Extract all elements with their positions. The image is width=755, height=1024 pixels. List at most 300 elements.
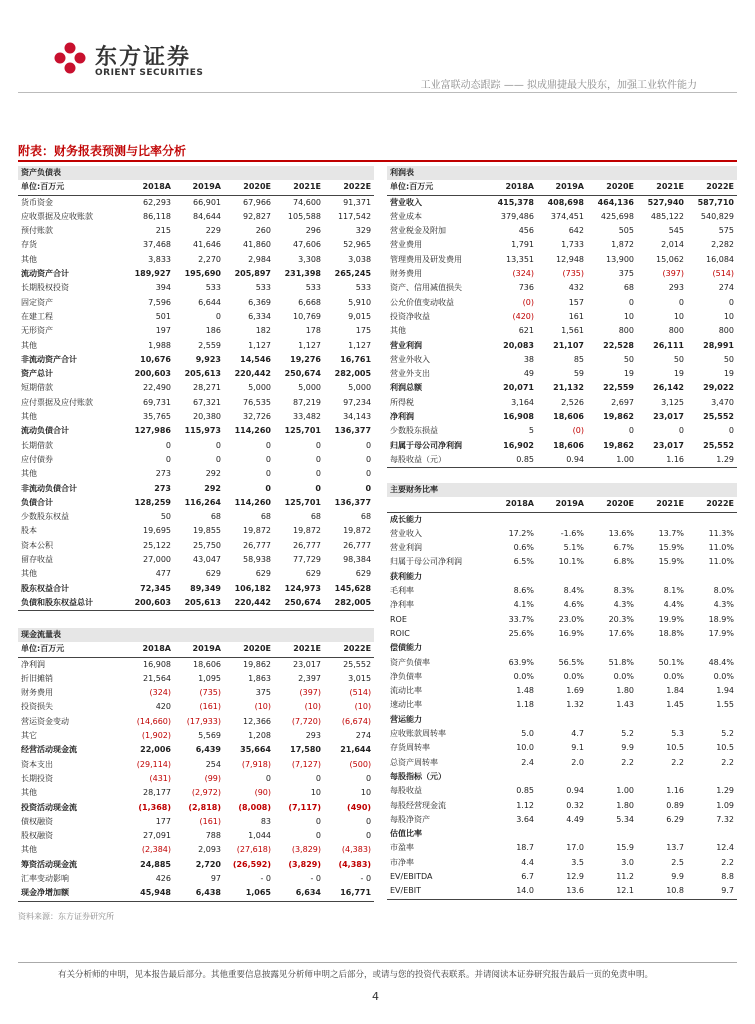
table-row: [387, 296, 737, 310]
financial-ratios-table: [387, 483, 737, 900]
row-value: 0.6%: [513, 543, 534, 553]
row-label: 流动负债合计: [21, 426, 69, 436]
row-value: 21,564: [143, 673, 171, 683]
row-value: 19,276: [290, 354, 321, 364]
row-label: 流动资产合计: [21, 269, 69, 279]
unit-label: 单位:百万元: [387, 180, 487, 195]
row-value: (7,720): [291, 716, 321, 726]
row-value: 21,107: [553, 340, 584, 350]
row-value: 0: [265, 483, 271, 493]
table-section-title: [18, 628, 374, 642]
row-label: 折旧摊销: [21, 673, 53, 683]
row-label: 无形资产: [21, 326, 53, 336]
row-value: 4.6%: [563, 600, 584, 610]
table-row: [387, 884, 737, 899]
row-value: 0: [678, 297, 684, 307]
row-value: 800: [668, 326, 684, 336]
table-row: [387, 756, 737, 770]
row-value: [687, 770, 737, 784]
row-label: 营业利润: [390, 340, 422, 350]
row-value: 4.3%: [713, 600, 734, 610]
row-value: 47,606: [293, 240, 321, 250]
table-row: [18, 424, 374, 438]
row-value: 86,118: [143, 211, 171, 221]
row-value: 136,377: [334, 497, 372, 507]
row-value: 293: [305, 731, 321, 741]
row-value: 21,132: [553, 383, 584, 393]
row-label: 资本支出: [21, 759, 53, 769]
table-row: [387, 684, 737, 698]
table-header-row: [387, 497, 737, 512]
table-row: [387, 367, 737, 381]
section-title: 现金流量表: [18, 628, 374, 642]
row-value: 229: [205, 226, 221, 236]
row-value: 20.3%: [608, 614, 634, 624]
row-value: 97: [210, 874, 221, 884]
row-value: 98,384: [343, 555, 372, 565]
row-label: 股权融资: [21, 831, 53, 841]
row-value: 2,282: [711, 240, 734, 250]
table-row: [387, 698, 737, 712]
row-value: 18.7: [516, 843, 534, 853]
row-value: 68: [310, 512, 321, 522]
row-value: 18,606: [553, 440, 584, 450]
row-value: 1,065: [224, 886, 274, 901]
row-value: 91,371: [343, 197, 372, 207]
row-value: 2.4: [521, 757, 534, 767]
row-value: 33,482: [293, 412, 321, 422]
row-value: (10): [354, 702, 372, 712]
row-label: 每股收益（元）: [387, 453, 487, 468]
row-value: 1,733: [561, 240, 584, 250]
orient-securities-logo-icon: [52, 40, 88, 76]
row-value: (10): [304, 702, 321, 712]
row-label: 投资活动现金流: [21, 802, 77, 812]
row-value: 293: [668, 283, 684, 293]
row-value: 116,264: [184, 497, 221, 507]
row-value: 19: [723, 369, 734, 379]
row-value: (17,933): [186, 716, 221, 726]
row-value: 7,596: [148, 297, 171, 307]
row-value: 125,701: [284, 426, 321, 436]
row-value: 14.0: [487, 884, 537, 899]
row-value: 28,991: [703, 340, 734, 350]
header-divider: [18, 92, 737, 93]
row-value: 19,872: [293, 526, 321, 536]
row-label: 其它: [21, 731, 37, 741]
row-value: 63.9%: [508, 657, 534, 667]
table-row: [18, 582, 374, 596]
unit-label: 单位:百万元: [18, 180, 124, 195]
row-value: [687, 570, 737, 584]
row-value: 19.9%: [658, 614, 684, 624]
row-value: 3.0: [621, 857, 634, 867]
row-value: 189,927: [134, 269, 171, 279]
table-row: [387, 210, 737, 224]
row-value: 5.3: [671, 729, 684, 739]
row-value: 408,698: [547, 197, 584, 207]
row-value: 0: [215, 440, 221, 450]
row-label: 总资产周转率: [390, 757, 438, 767]
table-row: [387, 281, 737, 295]
row-value: 69,731: [143, 397, 171, 407]
row-value: (514): [712, 269, 734, 279]
row-value: 3.5: [571, 857, 584, 867]
row-value: 540,829: [700, 211, 734, 221]
row-value: 629: [205, 569, 221, 579]
table-header-row: [387, 180, 737, 195]
income-statement-table: [387, 166, 737, 468]
row-value: (490): [347, 802, 372, 812]
row-value: (514): [349, 688, 372, 698]
row-value: 8.8: [721, 872, 734, 882]
row-label: 财务费用: [21, 688, 53, 698]
table-header-row: [18, 180, 374, 195]
row-value: 0: [365, 454, 372, 464]
row-value: (500): [349, 759, 372, 769]
row-value: 16.9%: [558, 628, 584, 638]
row-value: 0: [678, 426, 684, 436]
row-value: [637, 713, 687, 727]
row-value: 15,062: [656, 254, 684, 264]
table-row: [387, 656, 737, 670]
table-row: [18, 657, 374, 672]
row-label: 每股指标（元）: [390, 771, 446, 781]
row-value: 18,606: [553, 412, 584, 422]
table-row: [387, 195, 737, 210]
row-value: 9.9: [621, 743, 634, 753]
row-value: 292: [205, 469, 221, 479]
row-value: 10.0: [516, 743, 534, 753]
row-value: 4.49: [566, 814, 584, 824]
row-label: 营业收入: [390, 197, 422, 207]
row-label: 少数股东权益: [21, 512, 69, 522]
row-value: (0): [522, 297, 534, 307]
row-label: 营运能力: [390, 714, 422, 724]
table-row: [18, 843, 374, 857]
row-value: 11.2: [616, 872, 634, 882]
row-value: 19,872: [343, 526, 372, 536]
row-label: 营业利润: [390, 543, 422, 553]
table-row: [387, 713, 737, 727]
row-label: 在建工程: [21, 311, 53, 321]
row-label: 股本: [21, 526, 37, 536]
table-row: [387, 856, 737, 870]
table-row: [18, 482, 374, 496]
row-value: [587, 641, 637, 655]
row-value: 72,345: [140, 583, 171, 593]
row-value: 15.9: [616, 843, 634, 853]
row-value: 4.4: [521, 857, 534, 867]
row-value: 0: [315, 831, 321, 841]
row-value: [637, 770, 687, 784]
row-value: [587, 713, 637, 727]
row-value: 195,690: [184, 269, 221, 279]
table-row: [387, 598, 737, 612]
table-row: [18, 310, 374, 324]
row-value: 66,901: [193, 197, 221, 207]
row-value: [637, 512, 687, 527]
row-value: 394: [155, 283, 171, 293]
row-label: 资产负债率: [390, 657, 430, 667]
row-value: 18,606: [193, 659, 221, 669]
row-value: 0: [265, 773, 271, 783]
row-value: 501: [155, 311, 171, 321]
year-header: 2021E: [637, 497, 687, 512]
row-value: 23.0%: [558, 614, 584, 624]
row-label: 筹资活动现金流: [21, 859, 77, 869]
row-value: 6,668: [298, 297, 321, 307]
table-row: [18, 815, 374, 829]
row-value: 2.5: [671, 857, 684, 867]
table-row: [18, 553, 374, 567]
year-header: 2021E: [637, 180, 687, 195]
row-value: 5,000: [298, 383, 321, 393]
row-label: 营运资金变动: [21, 716, 69, 726]
table-row: [387, 627, 737, 641]
row-value: (397): [662, 269, 684, 279]
year-header: 2018A: [124, 180, 174, 195]
table-row: [18, 743, 374, 757]
logo-chinese-name: 东方证券: [95, 45, 192, 70]
year-header: 2019A: [537, 497, 587, 512]
year-header: 2021E: [274, 180, 324, 195]
row-value: 788: [205, 831, 221, 841]
table-row: [18, 729, 374, 743]
table-row: [387, 827, 737, 841]
row-value: 127,986: [134, 426, 171, 436]
page-number: 4: [372, 990, 379, 1003]
row-value: 0: [365, 816, 372, 826]
row-value: 26,142: [653, 383, 684, 393]
row-value: 1.29: [687, 453, 737, 468]
row-value: 621: [518, 326, 534, 336]
row-value: 77,729: [293, 555, 321, 565]
table-row: [18, 524, 374, 538]
row-value: 33.7%: [508, 614, 534, 624]
row-label: 营业外收入: [390, 354, 430, 364]
row-value: 20,071: [503, 383, 534, 393]
row-value: 25.6%: [508, 628, 534, 638]
row-value: 29,022: [703, 383, 734, 393]
row-value: 87,219: [293, 397, 321, 407]
row-value: 186: [205, 326, 221, 336]
row-value: 13.6: [537, 884, 587, 899]
row-value: [487, 570, 537, 584]
row-value: 0: [365, 483, 372, 493]
table-row: [387, 584, 737, 598]
row-value: 23,017: [653, 440, 684, 450]
row-value: (10): [254, 702, 271, 712]
row-value: 25,122: [143, 540, 171, 550]
table-row: [387, 770, 737, 784]
row-value: 0: [315, 773, 321, 783]
row-label: 货币资金: [21, 197, 53, 207]
year-header: 2022E: [324, 180, 374, 195]
row-value: 200,603: [134, 369, 171, 379]
table-row: [387, 224, 737, 238]
table-row: [18, 381, 374, 395]
row-label: 长期投资: [21, 773, 53, 783]
row-value: 35,765: [143, 412, 171, 422]
row-value: - 0: [360, 874, 372, 884]
row-value: 8.0%: [713, 586, 734, 596]
table-section-title: [387, 166, 737, 180]
row-value: 273: [154, 483, 171, 493]
row-value: 13,900: [606, 254, 634, 264]
row-value: 114,260: [234, 497, 271, 507]
row-value: 1.00: [587, 453, 637, 468]
row-value: 0: [265, 454, 271, 464]
row-value: 12,366: [243, 716, 271, 726]
row-value: [537, 770, 587, 784]
appendix-title: 附表：财务报表预测与比率分析: [18, 144, 187, 158]
table-row: [18, 396, 374, 410]
row-value: 128,259: [134, 497, 171, 507]
row-value: 16,908: [503, 412, 534, 422]
row-value: (420): [512, 311, 534, 321]
row-label: 资本公积: [21, 540, 53, 550]
table-row: [387, 410, 737, 424]
row-value: 50: [623, 354, 634, 364]
table-row: [18, 829, 374, 843]
row-value: 27,000: [143, 555, 171, 565]
row-value: [637, 570, 687, 584]
row-value: 5.0: [521, 729, 534, 739]
row-value: 145,628: [334, 583, 372, 593]
row-value: 62,293: [143, 197, 171, 207]
row-value: 157: [568, 297, 584, 307]
row-value: 19: [623, 369, 634, 379]
row-value: 8.4%: [563, 586, 584, 596]
row-value: 1.09: [716, 800, 734, 810]
row-value: [487, 512, 537, 527]
row-label: 其他: [21, 254, 37, 264]
table-row: [18, 467, 374, 481]
table-row: [387, 613, 737, 627]
row-value: 0: [365, 440, 372, 450]
balance-sheet-table: [18, 166, 374, 611]
row-value: 22,490: [143, 383, 171, 393]
row-value: 17.2%: [508, 528, 534, 538]
row-value: 220,442: [224, 596, 274, 611]
row-label: 其他: [21, 340, 37, 350]
row-value: 17,580: [290, 745, 321, 755]
row-value: 27,091: [143, 831, 171, 841]
row-label: 毛利率: [390, 586, 414, 596]
row-value: 17.6%: [608, 628, 634, 638]
row-value: 5,910: [348, 297, 372, 307]
table-row: [18, 786, 374, 800]
row-value: 1.48: [516, 686, 534, 696]
row-value: 5.2: [721, 729, 734, 739]
row-value: 10.5: [716, 743, 734, 753]
row-value: (7,127): [291, 759, 321, 769]
row-value: 19,855: [193, 526, 221, 536]
row-label: ROIC: [390, 628, 410, 638]
row-value: 0: [365, 831, 372, 841]
row-value: 15.9%: [658, 543, 684, 553]
row-value: 1.55: [716, 700, 734, 710]
row-label: 其他: [21, 845, 37, 855]
row-label: 负债合计: [21, 497, 53, 507]
row-value: - 0: [260, 874, 271, 884]
row-value: 250,674: [284, 369, 321, 379]
row-value: 4.1%: [513, 600, 534, 610]
row-value: 0: [365, 773, 372, 783]
row-value: 2,093: [198, 845, 221, 855]
year-header: 2019A: [174, 180, 224, 195]
row-label: 应收账款周转率: [390, 729, 446, 739]
row-value: 0: [315, 816, 321, 826]
row-value: 50: [723, 354, 734, 364]
row-value: 178: [305, 326, 321, 336]
row-value: 10.1%: [558, 557, 584, 567]
table-row: [387, 641, 737, 655]
section-title: 利润表: [387, 166, 737, 180]
year-header: 2018A: [487, 180, 537, 195]
row-label: 流动比率: [390, 686, 422, 696]
row-value: [587, 512, 637, 527]
row-value: 1,127: [298, 340, 321, 350]
table-row: [387, 339, 737, 353]
row-value: 292: [204, 483, 221, 493]
row-value: 629: [355, 569, 372, 579]
row-label: 速动比率: [390, 700, 422, 710]
row-value: 5,000: [248, 383, 271, 393]
year-header: 2021E: [274, 642, 324, 657]
row-value: 274: [718, 283, 734, 293]
row-label: 投资净收益: [390, 311, 430, 321]
row-label: 营业外支出: [390, 369, 430, 379]
row-value: 4.7: [571, 729, 584, 739]
row-value: 0: [265, 469, 271, 479]
row-label: 营业收入: [390, 528, 422, 538]
table-row: [387, 238, 737, 252]
row-value: 6.8%: [613, 557, 634, 567]
row-value: 17.0: [566, 843, 584, 853]
row-value: 175: [355, 326, 372, 336]
table-row: [387, 813, 737, 827]
table-row: [18, 886, 374, 901]
year-header: 2022E: [324, 642, 374, 657]
row-value: 1,872: [611, 240, 634, 250]
table-row: [387, 453, 737, 468]
table-row: [387, 841, 737, 855]
row-value: 6,439: [195, 745, 221, 755]
row-value: 0: [165, 440, 171, 450]
table-row: [387, 527, 737, 541]
row-value: 800: [618, 326, 634, 336]
row-value: 1,127: [348, 340, 372, 350]
row-value: 8.1%: [663, 586, 684, 596]
table-row: [18, 672, 374, 686]
year-header: 2020E: [587, 497, 637, 512]
row-label: 其他: [21, 569, 37, 579]
row-label: 预付账款: [21, 226, 53, 236]
table-row: [18, 210, 374, 224]
row-value: 19,862: [243, 659, 271, 669]
row-value: 545: [668, 226, 684, 236]
row-value: 18.9%: [708, 614, 734, 624]
row-value: 0: [315, 469, 321, 479]
row-value: 432: [568, 283, 584, 293]
row-value: 375: [618, 269, 634, 279]
row-value: -1.6%: [560, 528, 584, 538]
row-value: - 0: [310, 874, 321, 884]
row-value: 13,351: [506, 254, 534, 264]
row-label: 每股收益: [390, 786, 422, 796]
